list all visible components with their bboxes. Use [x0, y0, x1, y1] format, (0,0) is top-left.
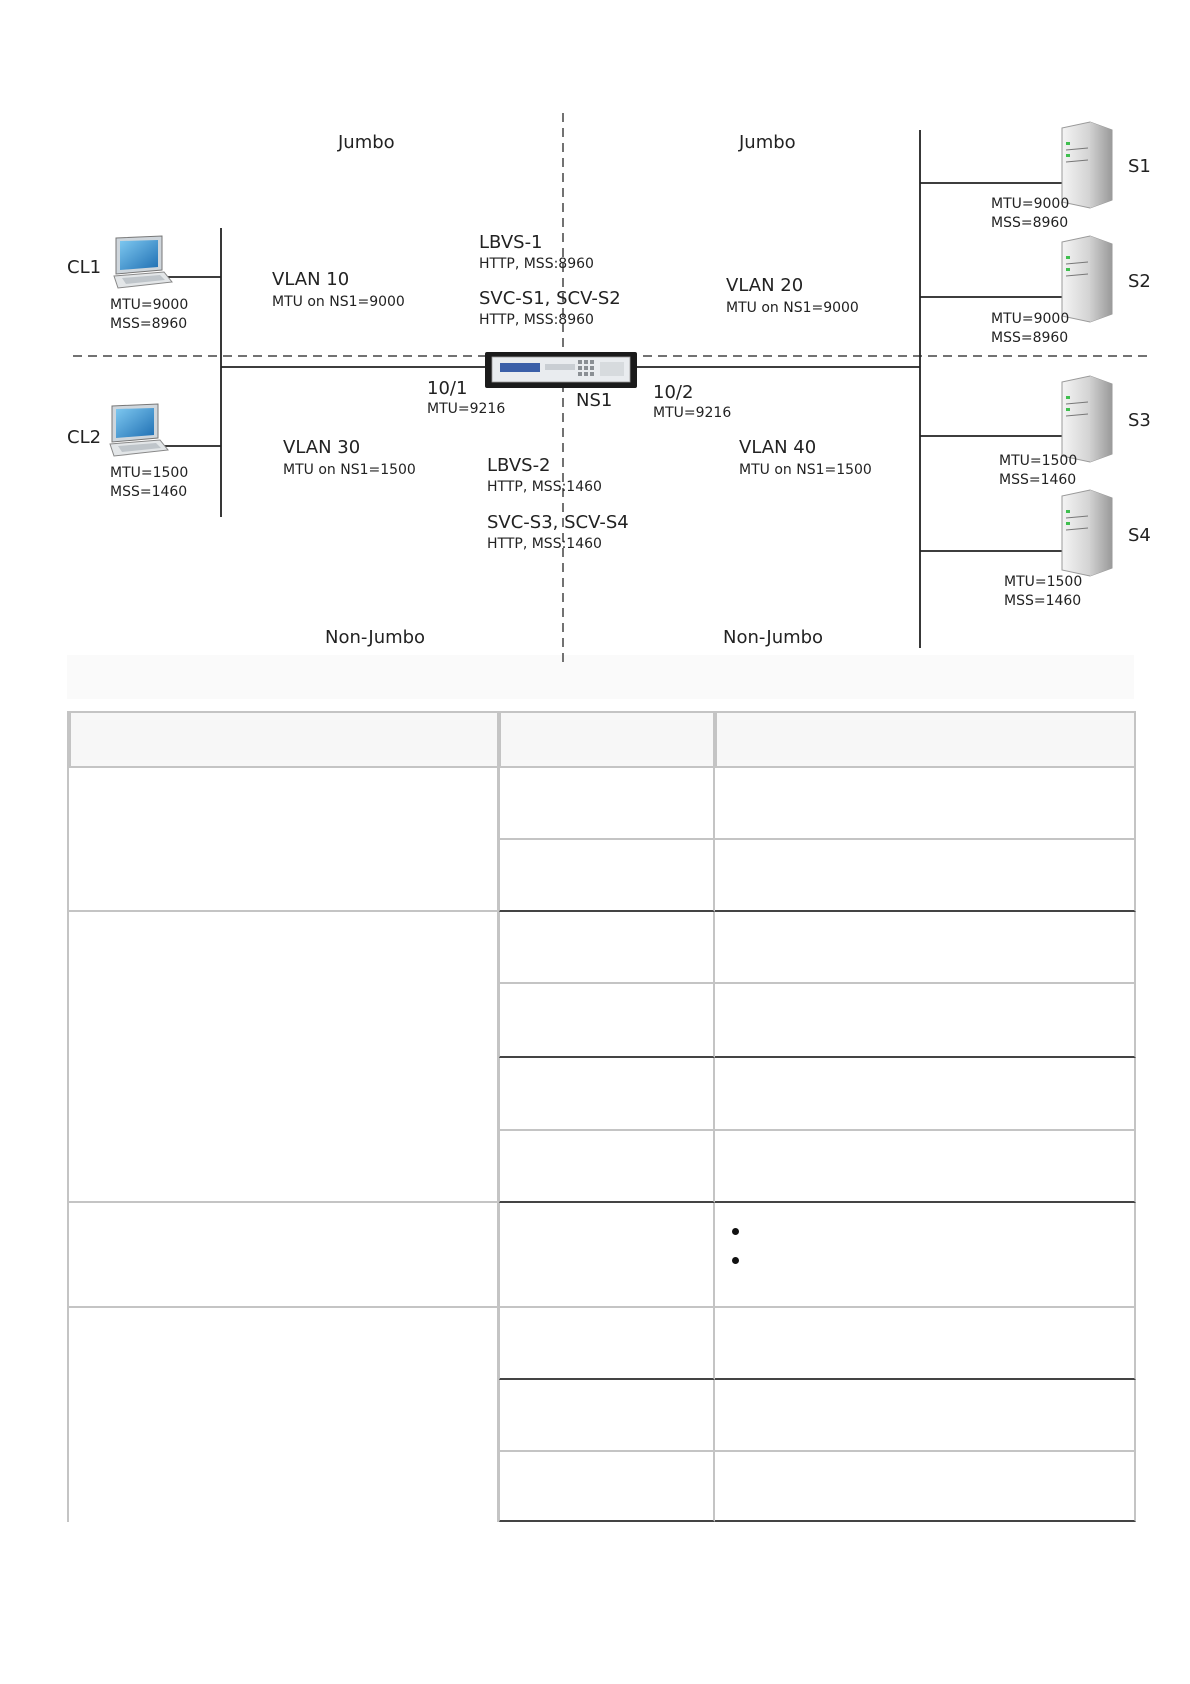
table-cell	[715, 1308, 1136, 1380]
server-mss: MSS=8960	[991, 330, 1069, 346]
table-cell	[499, 1131, 715, 1203]
table-cell	[715, 768, 1136, 840]
server-mss: MSS=1460	[1004, 593, 1082, 609]
zone-label-top-right: Jumbo	[739, 132, 796, 153]
client-mtu: MTU=1500	[110, 465, 189, 481]
zone-label-bottom-left: Non-Jumbo	[325, 627, 426, 648]
bullet-point	[732, 1257, 739, 1264]
configuration-table	[67, 711, 1136, 1522]
table-cell	[499, 912, 715, 984]
bullet-point	[732, 1228, 739, 1235]
table-cell	[715, 984, 1136, 1058]
zone-label-bottom-right: Non-Jumbo	[723, 627, 824, 648]
vlan-mtu: MTU on NS1=9000	[726, 300, 859, 316]
server-mtu: MTU=1500	[1004, 574, 1083, 590]
server-icon	[1062, 122, 1112, 208]
server-icon	[1062, 490, 1112, 576]
appliance-icon	[485, 352, 637, 388]
virtual-server-detail: HTTP, MSS:8960	[479, 256, 594, 272]
vlan-mtu: MTU on NS1=1500	[283, 462, 416, 478]
table-cell	[499, 1058, 715, 1131]
table-cell	[715, 1203, 1136, 1308]
zone-label-top-left: Jumbo	[338, 132, 395, 153]
virtual-server-detail: HTTP, MSS:1460	[487, 479, 602, 495]
table-cell	[715, 1452, 1136, 1522]
table-group-cell	[69, 1308, 499, 1522]
table-cell	[715, 1058, 1136, 1131]
vlan-mtu: MTU on NS1=9000	[272, 294, 405, 310]
server-icon	[1062, 236, 1112, 322]
table-header-cell	[715, 711, 1136, 768]
laptop-icon	[110, 404, 168, 456]
interface-mtu: MTU=9216	[427, 401, 506, 417]
virtual-server-name: LBVS-2	[487, 455, 551, 476]
table-cell	[715, 912, 1136, 984]
vlan-name: VLAN 40	[739, 437, 817, 458]
table-header-cell	[69, 711, 499, 768]
vlan-name: VLAN 10	[272, 269, 350, 290]
table-cell	[715, 840, 1136, 912]
server-name: S2	[1128, 271, 1151, 292]
interface-name: 10/2	[653, 382, 694, 403]
table-cell	[499, 840, 715, 912]
vlan-name: VLAN 20	[726, 275, 804, 296]
table-cell	[499, 1452, 715, 1522]
server-name: S1	[1128, 156, 1151, 177]
server-name: S4	[1128, 525, 1151, 546]
virtual-server-name: LBVS-1	[479, 232, 543, 253]
table-cell	[499, 1203, 715, 1308]
interface-name: 10/1	[427, 378, 468, 399]
table-group-cell	[69, 768, 499, 912]
table-cell	[715, 1131, 1136, 1203]
services-name: SVC-S3, SCV-S4	[487, 512, 629, 533]
interface-mtu: MTU=9216	[653, 405, 732, 421]
server-name: S3	[1128, 410, 1151, 431]
client-mss: MSS=1460	[110, 484, 188, 500]
services-detail: HTTP, MSS:1460	[487, 536, 602, 552]
client-mss: MSS=8960	[110, 316, 188, 332]
server-mss: MSS=8960	[991, 215, 1069, 231]
table-group-cell	[69, 912, 499, 1203]
table-cell	[715, 1380, 1136, 1452]
vlan-name: VLAN 30	[283, 437, 361, 458]
client-mtu: MTU=9000	[110, 297, 189, 313]
table-cell	[499, 1308, 715, 1380]
server-mss: MSS=1460	[999, 472, 1077, 488]
client-name: CL2	[67, 427, 102, 448]
server-mtu: MTU=9000	[991, 196, 1070, 212]
table-header-cell	[499, 711, 715, 768]
services-detail: HTTP, MSS:8960	[479, 312, 594, 328]
vlan-mtu: MTU on NS1=1500	[739, 462, 872, 478]
server-icon	[1062, 376, 1112, 462]
network-topology-diagram	[0, 0, 1190, 700]
client-name: CL1	[67, 257, 102, 278]
services-name: SVC-S1, SCV-S2	[479, 288, 621, 309]
server-mtu: MTU=9000	[991, 311, 1070, 327]
server-mtu: MTU=1500	[999, 453, 1078, 469]
table-cell	[499, 984, 715, 1058]
laptop-icon	[114, 236, 172, 288]
table-cell	[499, 768, 715, 840]
table-group-cell	[69, 1203, 499, 1308]
table-cell	[499, 1380, 715, 1452]
appliance-name: NS1	[576, 390, 613, 411]
